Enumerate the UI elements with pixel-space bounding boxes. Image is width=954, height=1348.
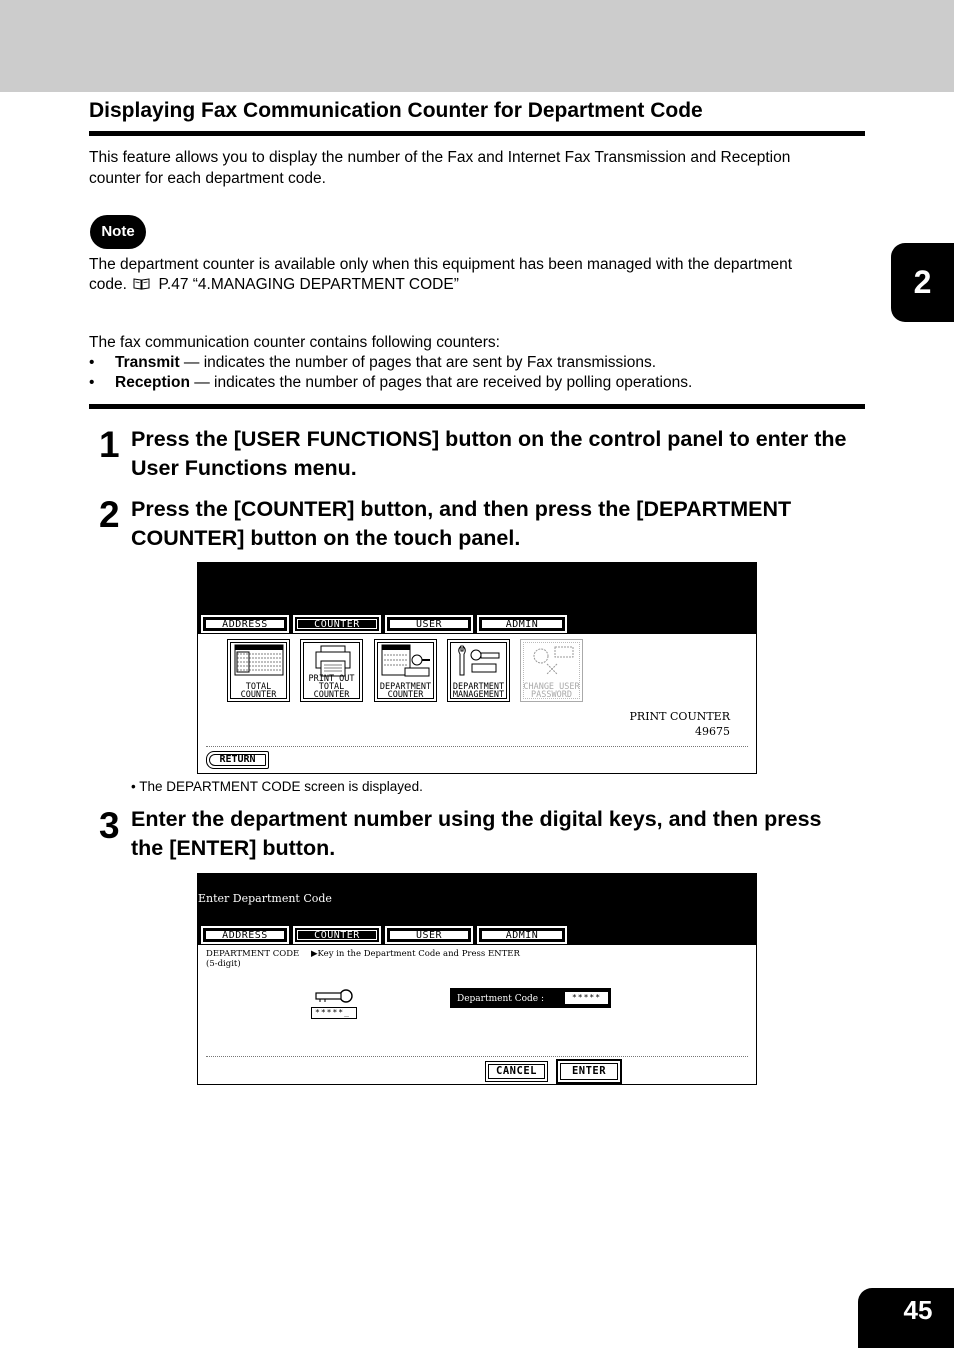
note-line-2-prefix: code. xyxy=(89,276,127,293)
step-line: the [ENTER] button. xyxy=(131,836,336,860)
counter-screen xyxy=(197,562,757,774)
steps-rule xyxy=(89,404,865,409)
step-line: Press the [USER FUNCTIONS] button on the control panel to enter the xyxy=(131,427,847,451)
return-button[interactable] xyxy=(206,751,269,769)
department-code-field-label: Department Code : xyxy=(457,994,545,1004)
bullet: • xyxy=(89,354,95,371)
counter-term: Transmit xyxy=(115,354,180,371)
step-number: 1 xyxy=(99,424,120,465)
tab-user[interactable]: USER xyxy=(385,926,473,944)
step-2-text xyxy=(131,495,866,553)
key-input-display: *****_ xyxy=(311,1007,357,1019)
print-out-total-counter-button[interactable] xyxy=(300,639,363,702)
enter-label: ENTER xyxy=(571,1065,607,1077)
button-label: DEPARTMENT COUNTER xyxy=(379,682,432,700)
tab-address[interactable]: ADDRESS xyxy=(201,615,289,633)
tab-counter[interactable]: COUNTER xyxy=(293,615,381,633)
return-label: RETURN xyxy=(219,754,256,765)
step-line: COUNTER] button on the touch panel. xyxy=(131,526,521,550)
tab-admin[interactable]: ADMIN xyxy=(477,926,567,944)
intro-line-2: counter for each department code. xyxy=(89,170,326,187)
step-line: Press the [COUNTER] button, and then press the [DEPARTMENT xyxy=(131,497,792,521)
change-user-password-icon xyxy=(527,644,577,678)
step-number: 3 xyxy=(99,805,120,846)
intro-line-1: This feature allows you to display the number of the Fax and Internet Fax Transmission and Reception xyxy=(89,149,791,166)
department-code-screen xyxy=(197,873,757,1085)
button-label: DEPARTMENT MANAGEMENT xyxy=(452,682,505,700)
tab-user[interactable]: USER xyxy=(385,615,473,633)
print-out-icon xyxy=(307,644,357,678)
screen-title: Enter Department Code xyxy=(198,892,332,905)
chapter-tab: 2 xyxy=(891,243,954,322)
print-counter-value: 49675 xyxy=(695,725,730,738)
note-badge: Note xyxy=(90,215,146,249)
header-band xyxy=(0,0,954,92)
total-counter-button[interactable] xyxy=(227,639,290,702)
step-1-text xyxy=(131,425,866,483)
department-management-icon xyxy=(454,644,504,678)
note-line-2 xyxy=(89,275,859,295)
page-number: 45 xyxy=(858,1288,954,1348)
step-line: User Functions menu. xyxy=(131,456,357,480)
cancel-label: CANCEL xyxy=(496,1065,537,1077)
bullet: • xyxy=(89,374,95,391)
step-number: 2 xyxy=(99,494,120,535)
step-line: Enter the department number using the digital keys, and then press xyxy=(131,807,822,831)
tab-admin[interactable]: ADMIN xyxy=(477,615,567,633)
section-title: Displaying Fax Communication Counter for Department Code xyxy=(89,99,703,122)
note-line-1: The department counter is available only when this equipment has been managed with the department xyxy=(89,256,793,273)
cancel-button[interactable] xyxy=(485,1061,548,1082)
button-label: TOTAL COUNTER xyxy=(240,682,277,700)
title-rule xyxy=(89,131,865,136)
intro-paragraph xyxy=(89,147,859,189)
step-2-result: • The DEPARTMENT CODE screen is displayed. xyxy=(131,779,423,794)
instruction-text: ▶Key in the Department Code and Press ENTER xyxy=(311,949,520,959)
button-label: PRINT OUT TOTAL COUNTER xyxy=(308,674,355,700)
department-code-field[interactable] xyxy=(450,988,611,1008)
step-3-text xyxy=(131,805,866,863)
department-counter-button[interactable] xyxy=(374,639,437,702)
counter-term: Reception xyxy=(115,374,190,391)
counter-desc: — indicates the number of pages that are received by polling operations. xyxy=(189,374,693,391)
counter-desc: — indicates the number of pages that are sent by Fax transmissions. xyxy=(179,354,657,371)
counter-item-reception xyxy=(89,373,692,393)
print-counter xyxy=(630,709,730,739)
department-code-value: ***** xyxy=(565,992,608,1004)
total-counter-icon xyxy=(234,644,284,678)
change-user-password-button[interactable] xyxy=(520,639,583,702)
department-code-label: DEPARTMENT CODE (5-digit) xyxy=(206,949,300,969)
department-counter-icon xyxy=(381,644,431,678)
note-text xyxy=(89,255,859,295)
counters-intro: The fax communication counter contains following counters: xyxy=(89,334,500,351)
tab-address[interactable]: ADDRESS xyxy=(201,926,289,944)
tab-counter[interactable]: COUNTER xyxy=(293,926,381,944)
divider xyxy=(206,746,748,747)
enter-button[interactable] xyxy=(556,1059,622,1084)
key-icon xyxy=(314,988,354,1004)
divider xyxy=(206,1056,748,1057)
book-reference-icon xyxy=(133,277,150,290)
department-management-button[interactable] xyxy=(447,639,510,702)
button-label: CHANGE USER PASSWORD xyxy=(523,682,580,700)
print-counter-label: PRINT COUNTER xyxy=(629,710,730,723)
counter-item-transmit xyxy=(89,353,656,373)
note-reference-link[interactable]: P.47 “4.MANAGING DEPARTMENT CODE” xyxy=(158,276,459,293)
